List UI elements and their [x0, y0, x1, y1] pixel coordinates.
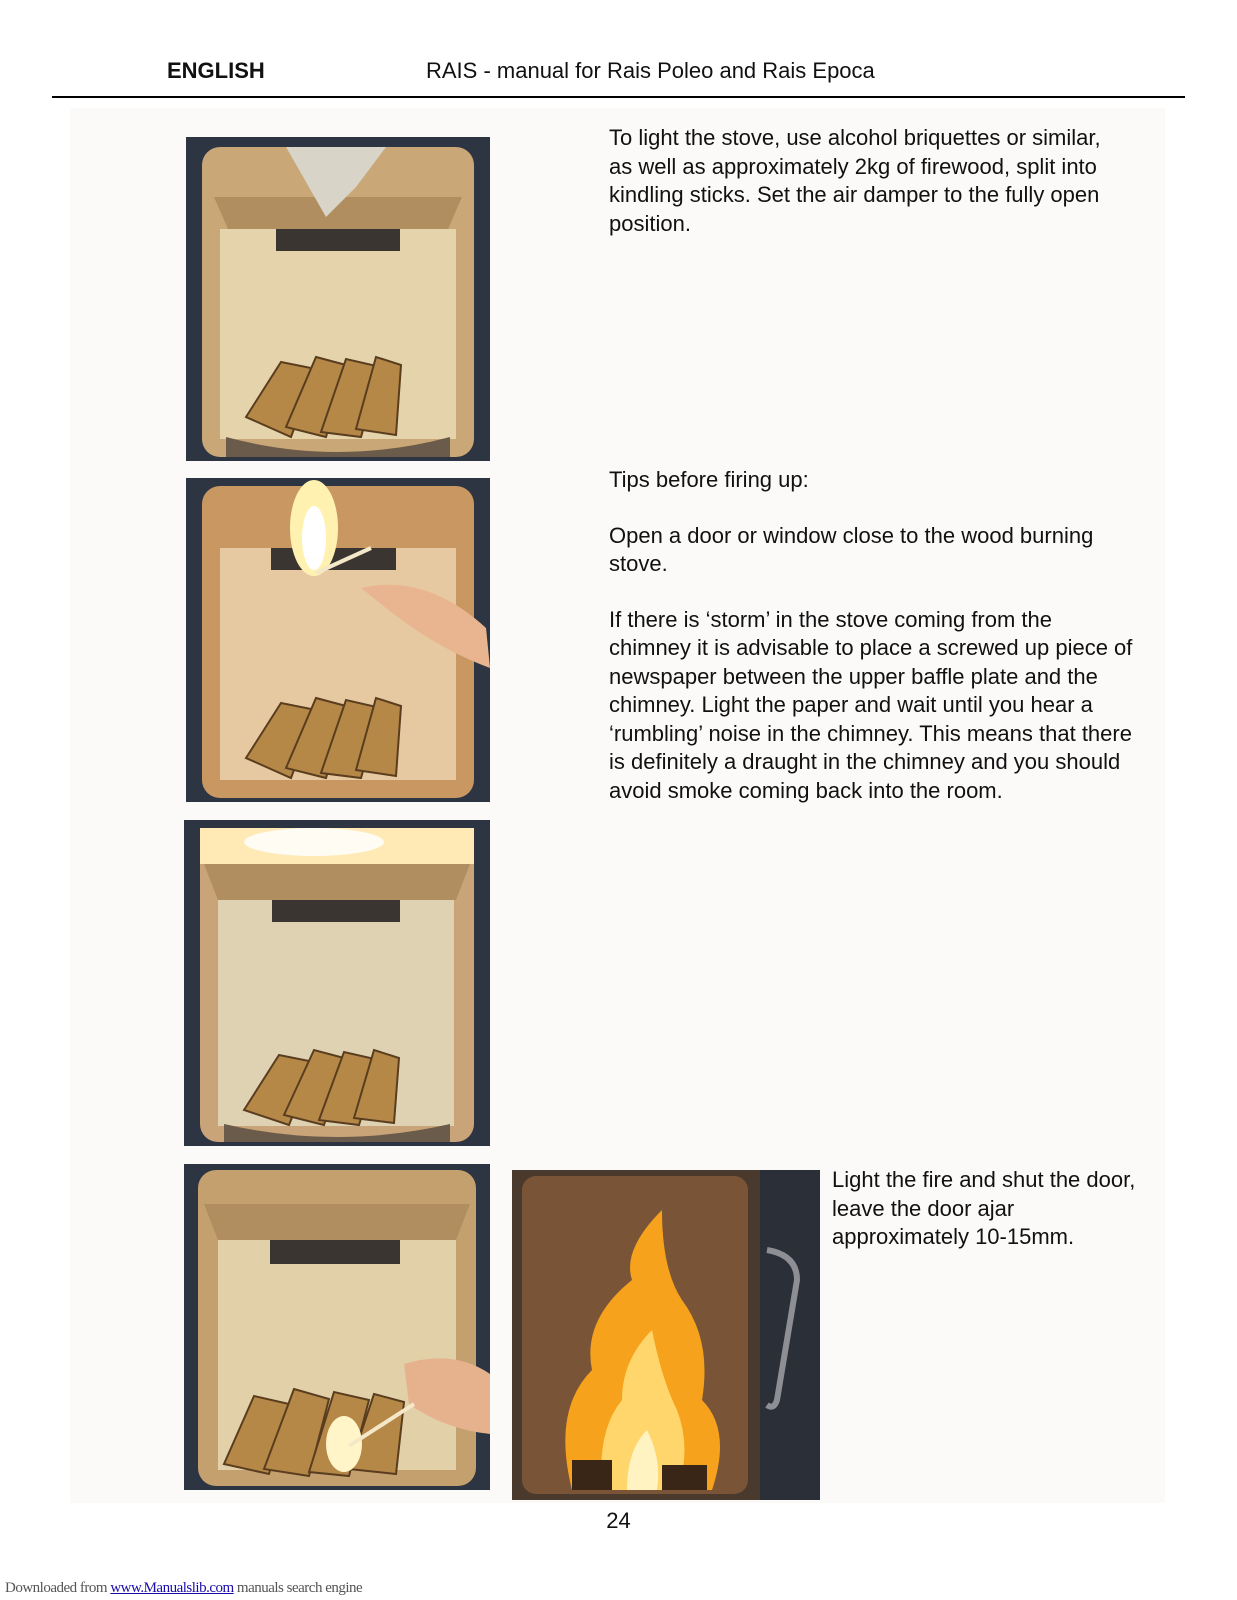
photo-lighting-paper	[186, 478, 490, 802]
tips-paragraph-door: Open a door or window close to the wood burning stove.	[609, 522, 1094, 576]
fire-instructions	[832, 1166, 1142, 1279]
lighting-instructions	[609, 124, 1129, 265]
photo-fire-burning	[512, 1170, 820, 1500]
photo-stove-with-kindling	[186, 137, 490, 461]
footer-prefix: Downloaded from	[5, 1580, 111, 1596]
lighting-paragraph: To light the stove, use alcohol briquettes or similar, as well as approximately 2kg of firewood, split into kindling sticks. Set the air damper to the fully open position.	[609, 125, 1101, 236]
tips-paragraph-storm: If there is ‘storm’ in the stove coming from the chimney it is advisable to place a screwed up piece of newspaper between the upper baffle plate and the chimney. Light the paper and wait until you hear a ‘rumbling’ noise in the chimney. This means that there is definitely a draught in the chimney and you should avoid smoke coming back into the room.	[609, 606, 1133, 803]
footer-link[interactable]: www.Manualslib.com	[110, 1580, 234, 1596]
photo-lighting-kindling	[184, 1164, 490, 1490]
footer	[5, 1580, 362, 1597]
header-rule	[52, 96, 1185, 98]
footer-suffix: manuals search engine	[233, 1580, 363, 1596]
header-language: ENGLISH	[167, 58, 265, 83]
header-title: RAIS - manual for Rais Poleo and Rais Epoca	[426, 58, 875, 83]
fire-paragraph: Light the fire and shut the door, leave the door ajar approximately 10-15mm.	[832, 1167, 1136, 1249]
tips-section	[609, 466, 1139, 832]
photo-burning-paper	[184, 820, 490, 1146]
page-number: 24	[606, 1508, 631, 1533]
tips-heading: Tips before firing up:	[609, 467, 809, 492]
